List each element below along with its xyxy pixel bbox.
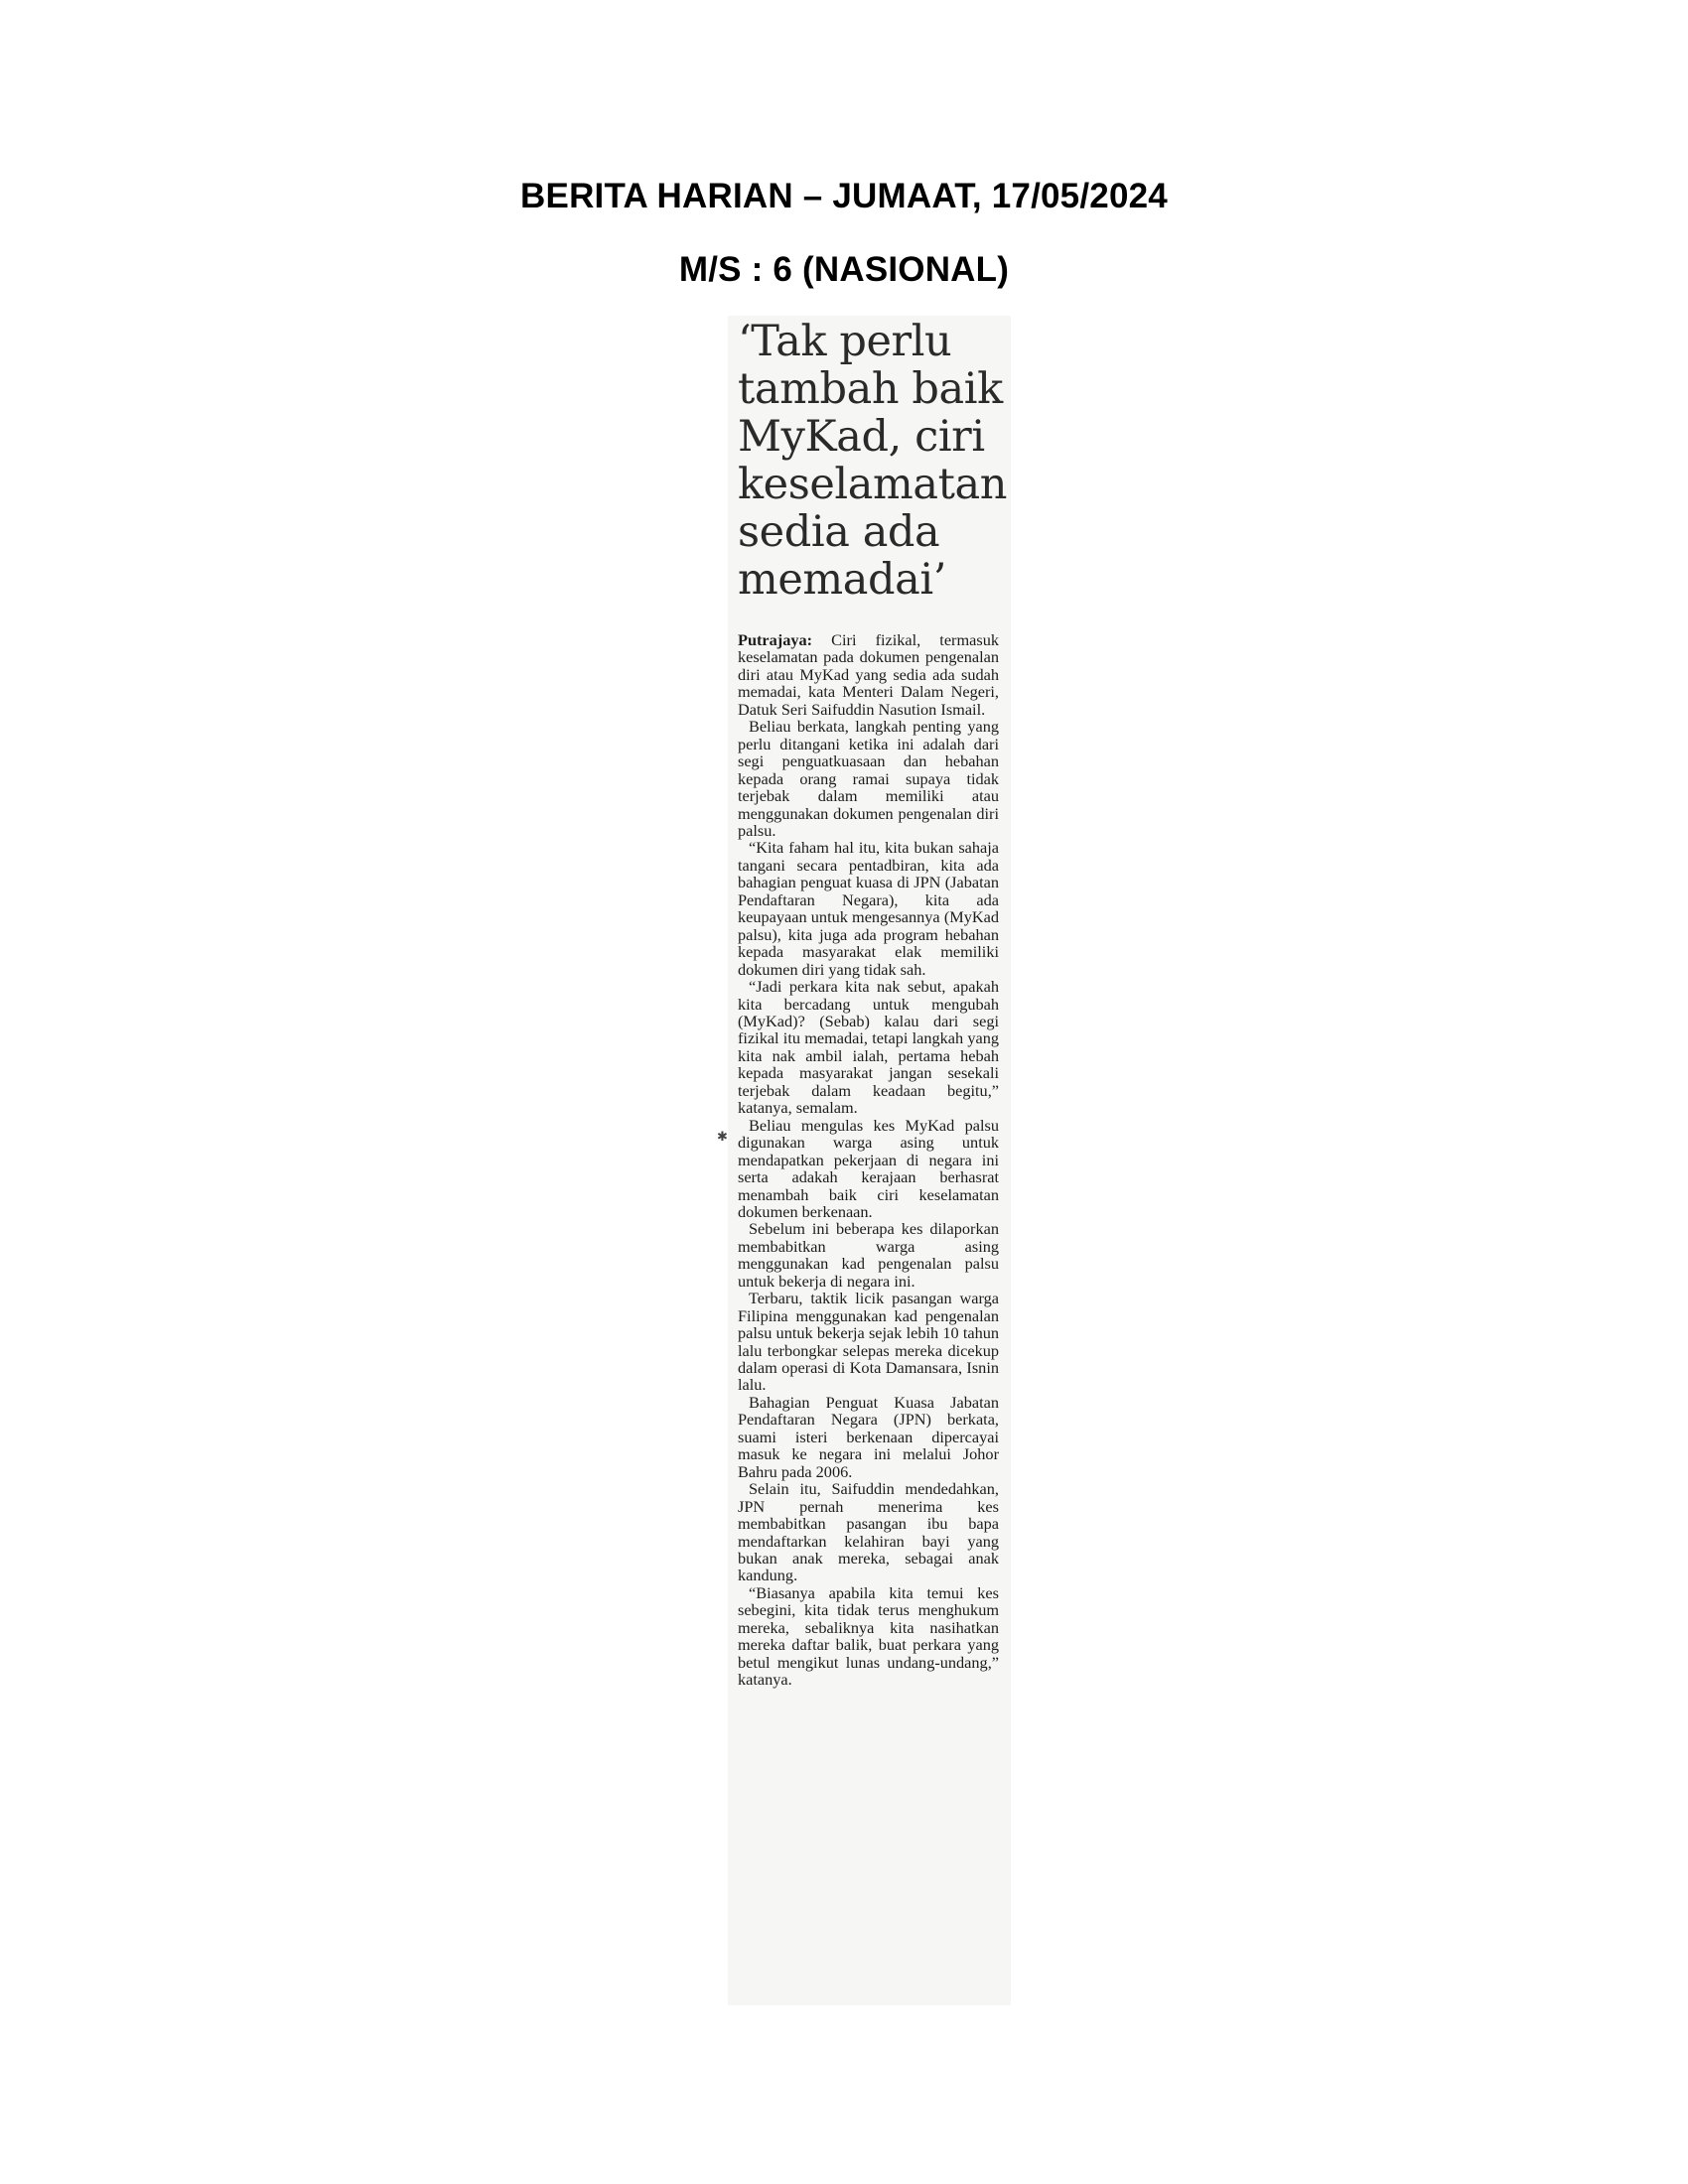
headline-line: sedia ada [738, 507, 940, 557]
article-headline [738, 318, 1006, 604]
article-paragraph [738, 631, 999, 718]
article-paragraph: “Biasanya apabila kita temui kes sebegini, kita tidak terus menghukum mereka, sebaliknya kita nasihatkan mereka daftar balik, buat perkara yang betul mengikut lunas undang-undang,” katanya. [738, 1582, 999, 1690]
article-paragraph: Selain itu, Saifuddin mendedahkan, JPN pernah menerima kes membabitkan pasangan ibu bapa mendaftarkan kelahiran bayi yang bukan anak mereka, sebagai anak kandung. [738, 1479, 999, 1585]
article-paragraph: Beliau berkata, langkah penting yang perlu ditangani ketika ini adalah dari segi penguatkuasaan dan hebahan kepada orang ramai supaya tidak terjebak dalam memiliki atau menggunakan dokumen pengenalan diri palsu. [738, 717, 999, 840]
headline-line: MyKad, ciri [738, 412, 985, 462]
article-dateline: Putrajaya: [738, 630, 813, 649]
paragraph-text: Ciri fizikal, termasuk keselamatan pada dokumen pengenalan diri atau MyKad yang sedia ada sudah memadai, kata Menteri Dalam Negeri, Datuk Seri Saifuddin Nasution Ismail. [738, 630, 999, 719]
newspaper-clipping [728, 316, 1011, 2005]
headline-line: ‘Tak perlu [738, 317, 952, 366]
article-paragraph: Bahagian Penguat Kuasa Jabatan Pendaftaran Negara (JPN) berkata, suami isteri berkenaan dipercayai masuk ke negara ini melalui Johor Bahru pada 2006. [738, 1392, 999, 1481]
article-paragraph: Beliau mengulas kes MyKad palsu digunakan warga asing untuk mendapatkan pekerjaan di negara ini serta adakah kerajaan berhasrat menambah baik ciri keselamatan dokumen berkenaan. [738, 1115, 999, 1221]
headline-line: keselamatan [738, 460, 1008, 509]
print-mark-icon: ✱ [717, 1130, 728, 1145]
clipping-source-title: BERITA HARIAN – JUMAAT, 17/05/2024 [520, 177, 1168, 215]
article-paragraph: “Jadi perkara kita nak sebut, apakah kita bercadang untuk mengubah (MyKad)? (Sebab) kalau dari segi fizikal itu memadai, tetapi langkah yang kita nak ambil ialah, pertama hebah kepada masyarakat jangan sesekali terjebak dalam keadaan begitu,” katanya, semalam. [738, 977, 999, 1118]
article-paragraph: “Kita faham hal itu, kita bukan sahaja tangani secara pentadbiran, kita ada bahagian penguat kuasa di JPN (Jabatan Pendaftaran Negara), kita ada keupayaan untuk mengesannya (MyKad palsu), kita juga ada program hebahan kepada masyarakat elak memiliki dokumen diri yang tidak sah. [738, 838, 999, 979]
article-paragraph: Terbaru, taktik licik pasangan warga Filipina menggunakan kad pengenalan palsu untuk bekerja sejak lebih 10 tahun lalu terbongkar selepas mereka dicekup dalam operasi di Kota Damansara, Isnin lalu. [738, 1289, 999, 1395]
article-paragraph: Sebelum ini beberapa kes dilaporkan membabitkan warga asing menggunakan kad pengenalan palsu untuk bekerja di negara ini. [738, 1219, 999, 1291]
headline-line: tambah baik [738, 364, 1003, 414]
article-body [738, 631, 999, 1689]
clipping-page-section: M/S : 6 (NASIONAL) [678, 250, 1010, 289]
headline-line: memadai’ [738, 555, 947, 605]
